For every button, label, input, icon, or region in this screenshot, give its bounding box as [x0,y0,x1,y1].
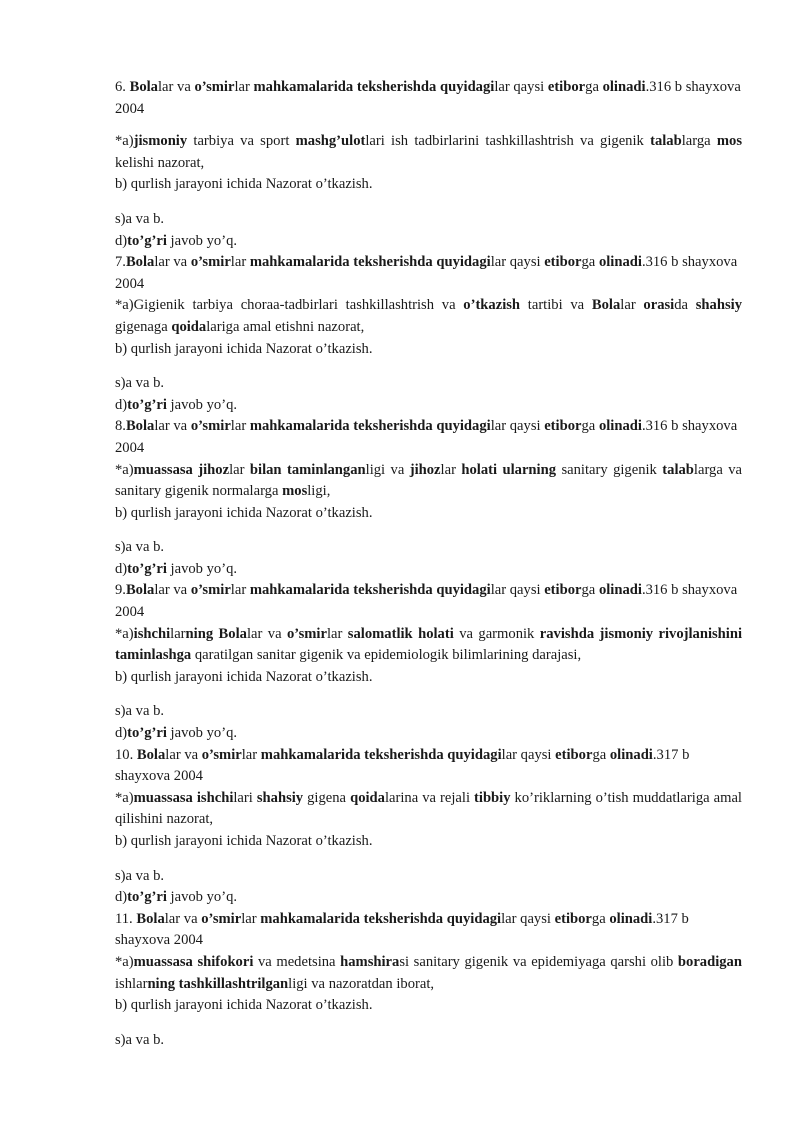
text-run: lar [440,461,462,478]
question-stem [115,416,742,459]
text-run: ligi, [307,483,331,500]
text-run: muassasa ishchi [133,789,234,806]
answer-a [115,624,742,667]
text-run: ligi va nazoratdan iborat, [288,975,435,992]
text-run: lar va [154,418,191,435]
text-run: 8. [115,418,126,435]
text-run: etibor [544,254,582,271]
text-run: 7. [115,254,126,271]
text-run: gigenaga [115,318,172,335]
text-run: Bola [125,582,155,599]
text-run: o’smir [190,582,231,599]
text-run: ishlar [115,975,148,992]
text-run: lar qaysi [490,582,545,599]
text-run: mahkamalarida teksherishda quyidagi [249,418,491,435]
answer-a [115,460,742,503]
text-run: Bola [125,254,155,271]
text-run: mahkamalarida teksherishda quyidagi [260,910,502,927]
text-run: lari ish tadbirlarini tashkillashtrish va gigenik [365,133,651,150]
text-run: holati ularning [461,461,557,478]
text-run: to’g’ri [127,232,167,249]
text-run: talab [662,461,694,478]
text-run: .316 b shayxova 2004 [115,582,738,621]
text-run: lar qaysi [501,746,556,763]
text-run: shahsiy [695,297,742,314]
spacer [115,853,742,866]
text-run: d) [115,889,128,906]
spacer [115,688,742,701]
text-run: ga [585,79,603,95]
text-run: o’smir [190,254,231,271]
text-run: ga [592,746,610,763]
text-run: lar qaysi [490,418,545,435]
text-run: larga [681,133,717,150]
answer-c: s)a va b. [115,867,165,884]
text-run: o’tkazish [463,297,521,314]
text-run: lar [234,79,254,95]
text-run: lar [230,418,250,435]
text-run: ravishda jismoniy rivojlanishini taminlashga [115,625,743,664]
text-run: kelishi nazorat, [115,154,205,171]
text-run: lari [233,789,257,806]
answer-d [115,723,742,745]
text-run: lar qaysi [501,910,555,927]
text-run: olinadi [598,418,642,435]
text-run: lar [326,625,348,642]
question-block [115,77,742,252]
text-run: talab [650,133,682,150]
text-run: mahkamalarida teksherishda quyidagi [249,254,491,271]
text-run: gigena [303,789,351,806]
answer-a [115,952,742,995]
question-block [115,416,742,580]
answer-c: s)a va b. [115,539,165,556]
text-run: lar [241,746,261,763]
text-run: qaratilgan sanitar gigenik va epidemiologik bilimlarining darajasi, [191,647,582,664]
text-run: d) [115,396,128,413]
text-run: javob yo’q. [166,889,238,906]
question-stem [115,252,742,295]
text-run: to’g’ri [127,560,167,577]
text-run: to’g’ri [127,396,167,413]
answer-d [115,231,742,253]
text-run: lar qaysi [494,79,548,95]
text-run: Bola [136,746,166,763]
question-stem [115,745,742,788]
text-run: ga [591,910,610,927]
text-run: lar [230,582,250,599]
answer-c: s)a va b. [115,210,165,227]
text-run: *a) [115,789,134,806]
text-run: etibor [555,746,593,763]
text-run: lar [229,461,250,478]
text-run: javob yo’q. [166,560,238,577]
text-run: hamshira [340,953,400,970]
text-run: mashg’ulot [295,133,366,150]
text-run: Bola [591,297,621,314]
text-run: o’smir [190,418,231,435]
question-block [115,909,742,1052]
answer-a [115,788,742,831]
answer-d [115,395,742,417]
text-run: jihoz [409,461,441,478]
text-run: javob yo’q. [166,725,238,742]
text-run: va medetsina [253,953,341,970]
text-run: ko’riklarning o’tish muddatlariga amal qilishini nazorat, [115,789,742,828]
spacer [115,196,742,209]
answer-b: b) qurlish jarayoni ichida Nazorat o’tkazish. [115,668,373,685]
text-run: olinadi [598,582,642,599]
text-run: da [674,297,696,314]
question-block [115,745,742,909]
text-run: mahkamalarida teksherishda quyidagi [260,746,502,763]
text-run: mahkamalarida teksherishda quyidagi [249,582,491,599]
text-run: *a) [115,625,134,642]
text-run: olinadi [602,79,646,95]
text-run: 6. [115,79,130,95]
spacer [115,524,742,537]
text-run: lar [230,254,250,271]
answer-b: b) qurlish jarayoni ichida Nazorat o’tkazish. [115,833,373,849]
question-stem [115,580,742,623]
text-run: to’g’ri [127,889,167,906]
text-run: olinadi [609,746,653,763]
text-run: bilan taminlangan [249,461,366,478]
answer-c: s)a va b. [115,1031,165,1048]
text-run: muassasa shifokori [133,953,254,970]
text-run: sanitary gigenik [556,461,663,478]
text-run: to’g’ri [127,725,167,742]
text-run: etibor [554,910,592,927]
text-run: .316 b shayxova 2004 [115,79,741,117]
text-run: javob yo’q. [166,232,238,249]
question-stem [115,909,742,952]
text-run: lariga amal etishni nazorat, [206,318,365,335]
text-run: jismoniy [133,133,188,150]
text-run: ishchi [133,625,171,642]
text-run: salomatlik holati [347,625,454,642]
text-run: etibor [544,418,582,435]
text-run: d) [115,560,128,577]
text-run: larga va sanitary gigenik normalarga [115,461,743,500]
text-run: .317 b shayxova 2004 [115,746,690,785]
answer-d [115,887,742,909]
text-run: 11. [115,910,137,927]
text-run: Bola [129,79,158,95]
question-block [115,252,742,416]
spacer [115,360,742,373]
answer-c: s)a va b. [115,375,165,392]
text-run: tarbiya va sport [187,133,296,150]
text-run: lar va [164,910,202,927]
text-run: ligi va [365,461,410,478]
text-run: o’smir [194,79,235,95]
text-run: boradigan [677,953,742,970]
spacer [115,1017,742,1030]
text-run: muassasa jihoz [133,461,230,478]
text-run: Bola [125,418,155,435]
text-run: va garmonik [453,625,540,642]
text-run: lar [170,625,186,642]
text-run: o’smir [201,910,242,927]
text-run: *a) [115,953,134,970]
text-run: tartibi va [520,297,592,314]
text-run: o’smir [201,746,242,763]
text-run: 9. [115,582,126,599]
text-run: .316 b shayxova 2004 [115,254,738,292]
text-run: *a) [115,461,134,478]
answer-a [115,295,742,338]
answer-b: b) qurlish jarayoni ichida Nazorat o’tkazish. [115,340,373,357]
text-run: larina va rejali [384,789,475,806]
text-run: orasi [643,297,675,314]
text-run: lar va [165,746,202,763]
text-run: olinadi [609,910,653,927]
text-run: 10. [115,746,137,763]
text-run: *a)Gigienik tarbiya choraa-tadbirlari tashkillashtrish va [115,297,464,314]
text-run: olinadi [598,254,642,271]
text-run: tibbiy [474,789,511,806]
text-run: .316 b shayxova 2004 [115,418,738,456]
text-run: ga [581,418,599,435]
text-run: *a) [115,133,134,150]
text-run: si sanitary gigenik va epidemiyaga qarshi olib [399,953,678,970]
text-run: lar [620,297,644,314]
text-run: Bola [136,910,165,927]
answer-d [115,559,742,581]
text-run: o’smir [286,625,327,642]
text-run: lar va [157,79,195,95]
text-run: ga [581,582,599,599]
text-run: mos [716,133,742,150]
text-run: lar [241,910,261,927]
text-run: d) [115,725,128,742]
text-run: lar va [154,582,191,599]
text-run: javob yo’q. [166,396,238,413]
text-run: etibor [547,79,586,95]
question-block [115,580,742,744]
text-run: ga [581,254,599,271]
text-run: mahkamalarida teksherishda quyidagi [253,79,495,95]
question-stem [115,77,742,120]
answer-b: b) qurlish jarayoni ichida Nazorat o’tkazish. [115,176,373,193]
text-run: lar va [246,625,287,642]
text-run: qoida [171,318,207,335]
text-run: etibor [544,582,582,599]
answer-c: s)a va b. [115,703,165,720]
text-run: mos [282,483,308,500]
answer-b: b) qurlish jarayoni ichida Nazorat o’tkazish. [115,504,373,521]
text-run: ning tashkillashtrilgan [147,975,289,992]
spacer [115,120,742,131]
text-run: lar va [154,254,191,271]
answer-b: b) qurlish jarayoni ichida Nazorat o’tkazish. [115,997,373,1014]
text-run: qoida [350,789,385,806]
text-run: ning Bola [185,625,247,642]
text-run: .317 b shayxova 2004 [115,910,689,949]
text-run: shahsiy [256,789,304,806]
text-run: lar qaysi [490,254,545,271]
answer-a [115,131,742,174]
text-run: d) [115,232,128,249]
